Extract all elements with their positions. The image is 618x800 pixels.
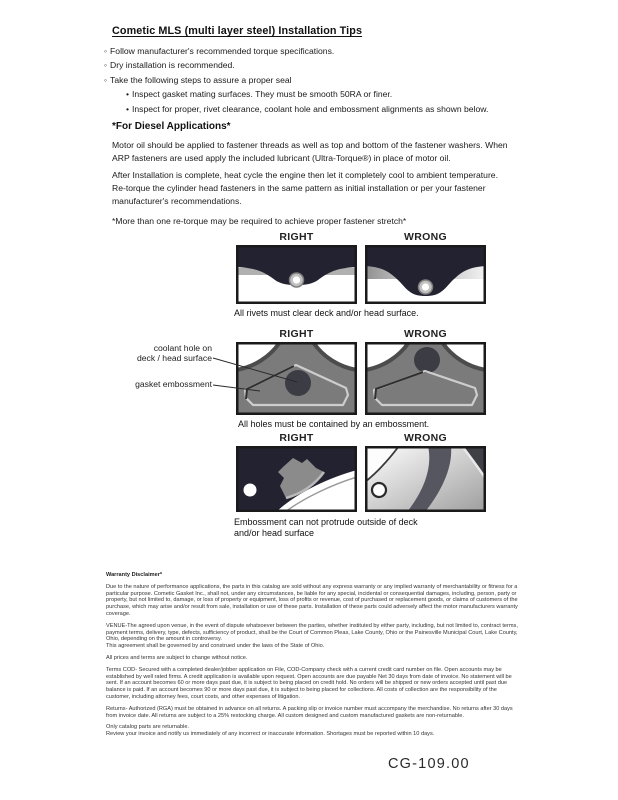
terms-paragraph: Terms COD- Secured with a completed dealer/jobber application on File, COD-Company check with a current credit card number on file. Open accounts may be established by well rated firms. A credit application is available upon request. Open accounts are due payable Net 30 days from date of invoice. No statement will be sent. If an account becomes 60 or more days past due, it is subject to being placed on credit hold. No orders will be shipped or new orders accepted until past due balance is paid. If an account becomes 90 or more days past due, it is subject to being placed for collections. All costs of collection are the responsibility of the customer, including attorney fees, court costs, and other expenses of litigation.: [106, 666, 512, 700]
retorque-note: *More than one re-torque may be required to achieve proper fastener stretch*: [112, 216, 407, 226]
warranty-paragraph: Due to the nature of performance applications, the parts in this catalog are sold without any express warranty or any implied warranty of merchantability or fitness for a particular purpose. Cometic Gasket Inc., shall not, under any circumstances, be liable for any special, incidental or consequential damages, including, person, party or property, but not limited to, damage, or loss of property or equipment, loss of profits or revenue, cost of purchased or replacement goods, or claims of customers of the purchase, which may arise and/or result from sale, installation or use of these parts. Installation of these parts could adversely affect the motor manufacturers warranty coverage.: [106, 583, 518, 617]
warranty-heading: Warranty Disclaimer*: [106, 572, 163, 578]
set2-caption: All holes must be contained by an embossment.: [238, 419, 430, 429]
rivet-wrong-diagram: [365, 245, 486, 304]
coolant-wrong-diagram: [365, 342, 486, 415]
set2-right-label: RIGHT: [279, 328, 314, 340]
embossment-wrong-diagram: [365, 446, 486, 512]
page-title: Cometic MLS (multi layer steel) Installation Tips: [112, 25, 363, 37]
tip-item-3: ◦ Take the following steps to assure a proper seal: [104, 73, 518, 87]
set3-wrong-label: WRONG: [404, 432, 447, 444]
set1-caption: All rivets must clear deck and/or head surface.: [234, 308, 419, 318]
rivet-center: [422, 283, 429, 290]
tip-subitem-1: • Inspect gasket mating surfaces. They must be smooth 50RA or finer.: [126, 87, 518, 101]
tip-item-1: ◦ Follow manufacturer's recommended torque specifications.: [104, 44, 518, 58]
diesel-paragraph-1: Motor oil should be applied to fastener threads as well as top and bottom of the fastener washers. When ARP fasteners are used apply the included lubricant (Ultra-Torque®) in place of motor oil.: [112, 140, 508, 164]
installation-tips-list: [104, 44, 518, 116]
coolant-hole-label-line2: deck / head surface: [136, 352, 212, 363]
set1-right-label: RIGHT: [279, 231, 314, 243]
coolant-hole-label: [110, 344, 212, 363]
tip-subitem-2: • Inspect for proper, rivet clearance, coolant hole and embossment alignments as shown below.: [126, 102, 518, 116]
bolt-hole: [372, 483, 386, 497]
label-leader-lines: [210, 352, 302, 396]
rivet-center: [293, 276, 300, 283]
coolant-hole-label-line1: coolant hole on: [153, 343, 212, 353]
prices-line: All prices and terms are subject to change without notice.: [106, 654, 248, 661]
set1-wrong-label: WRONG: [404, 231, 447, 243]
venue-paragraph: VENUE-The agreed upon venue, in the event of dispute whatsoever between the parties, whether instituted by either party, including, but not limited to, contract terms, payment terms, delivery, type, defects, sufficiency of product, shall be the Court of Common Pleas, Lake County, Ohio or the Painesville Municipal Court, Lake County, Ohio, depending on the amount in controversy.: [106, 622, 518, 643]
bolt-hole: [244, 484, 257, 497]
set3-right-label: RIGHT: [279, 432, 314, 444]
page-number: CG-109.00: [388, 756, 470, 772]
tip-item-2: ◦ Dry installation is recommended.: [104, 58, 518, 72]
returns-paragraph: Returns- Authorized (RGA) must be obtained in advance on all returns. A packing slip or invoice number must accompany the merchandise. No returns after 30 days from invoice date. All returns are subject to a 25% restocking charge. All custom designed and custom manufactured gaskets are non-returnable.: [106, 705, 513, 719]
diesel-paragraph-2: After Installation is complete, heat cycle the engine then let it completely cool to ambient temperature. Re-torque the cylinder head fasteners in the same pattern as initial installation or per your fastener manufacturer's recommendations.: [112, 170, 498, 207]
catalog-parts-line: Only catalog parts are returnable.: [106, 724, 190, 731]
diesel-applications-heading: *For Diesel Applications*: [112, 121, 231, 132]
set3-caption: Embossment can not protrude outside of deck and/or head surface: [234, 517, 418, 538]
rivet-right-diagram: [236, 245, 357, 304]
review-invoice-line: Review your invoice and notify us immediately of any incorrect or inaccurate information. Shortages must be reported within 10 days.: [106, 731, 435, 738]
set2-wrong-label: WRONG: [404, 328, 447, 340]
legal-section: [106, 572, 518, 743]
coolant-hole: [414, 347, 440, 373]
governing-law-line: This agreement shall be governed by and construed under the laws of the State of Ohio.: [106, 643, 325, 650]
gasket-embossment-label: gasket embossment: [135, 379, 212, 389]
embossment-right-diagram: [236, 446, 357, 512]
